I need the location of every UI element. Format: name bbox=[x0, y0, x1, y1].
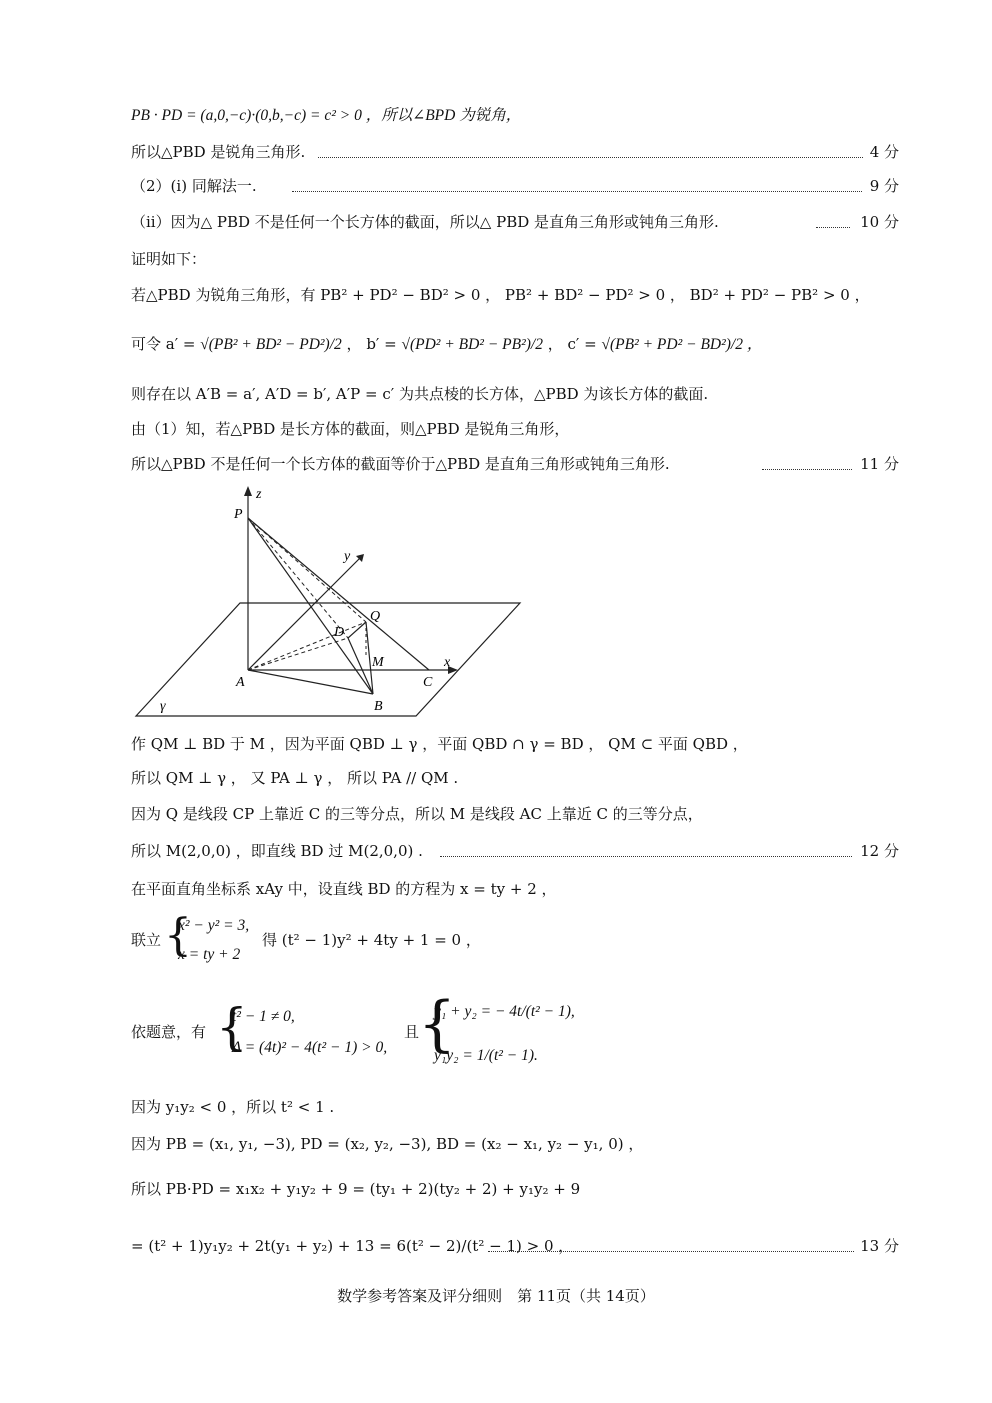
edge-AQ bbox=[248, 622, 366, 670]
edge-PB bbox=[248, 518, 373, 694]
line-part2-ii: （ii）因为△ PBD 不是任何一个长方体的截面，所以△ PBD 是直角三角形或钝角三角形. bbox=[131, 213, 719, 231]
label-B: B bbox=[374, 699, 383, 714]
line-conditions: 依题意，有 bbox=[131, 1023, 207, 1041]
line-perpendicular: 作 QM ⊥ BD 于 M ，因为平面 QBD ⊥ γ ，平面 QBD ∩ γ = BD ， QM ⊂ 平面 QBD ， bbox=[131, 735, 748, 753]
line-point-m: 所以 M(2,0,0) ，即直线 BD 过 M(2,0,0) . bbox=[131, 842, 423, 860]
line-proof: 证明如下： bbox=[131, 250, 207, 268]
brace-icon: { bbox=[418, 989, 457, 1059]
y-axis bbox=[248, 558, 360, 670]
edge-PC bbox=[248, 518, 429, 670]
score-13: 13 分 bbox=[860, 1237, 899, 1255]
plane-gamma bbox=[136, 603, 520, 716]
condition-eq-1: t² − 1 ≠ 0, bbox=[232, 1008, 295, 1025]
line-coordinate-system: 在平面直角坐标系 xAy 中，设直线 BD 的方程为 x = ty + 2 ， bbox=[131, 880, 557, 898]
label-A: A bbox=[236, 675, 245, 690]
root-b: √(PD² + BD² − PB²)/2 bbox=[401, 336, 543, 353]
line-let-abc: 可令 a′ = √(PB² + BD² − PD²)/2 ， b′ = √(PD² + BD² − PB²)/2 ， c′ = √(PB² + PD² − BD²)/2 ， bbox=[131, 335, 763, 353]
line-equivalent: 所以△PBD 不是任何一个长方体的截面等价于△PBD 是直角三角形或钝角三角形. bbox=[131, 455, 670, 473]
edge-AB bbox=[248, 670, 373, 694]
edge-BD bbox=[348, 638, 373, 694]
line-acute-condition: 若△PBD 为锐角三角形，有 PB² + PD² − BD² > 0 ， PB² + BD² − PD² > 0 ， BD² + PD² − PB² > 0 ， bbox=[131, 286, 870, 304]
z-arrow-icon bbox=[244, 486, 252, 496]
brace-icon: { bbox=[164, 910, 192, 961]
edge-QD bbox=[348, 622, 366, 638]
score-10: 10 分 bbox=[860, 213, 899, 231]
root-c: √(PB² + PD² − BD²)/2 ， bbox=[601, 336, 763, 353]
label-gamma: γ bbox=[160, 699, 166, 714]
geometry-figure bbox=[128, 482, 528, 722]
leader-dots bbox=[292, 177, 862, 192]
line-from-1: 由（1）知，若△PBD 是长方体的截面，则△PBD 是锐角三角形， bbox=[131, 420, 570, 438]
system-eq-2: x = ty + 2 bbox=[178, 946, 241, 963]
line-part2-i: （2）(i) 同解法一. bbox=[131, 177, 257, 195]
vieta-sum: y₁ + y₂ = − 4t/(t² − 1), bbox=[434, 1003, 575, 1020]
conjunction: 且 bbox=[404, 1023, 420, 1041]
line-parallel: 所以 QM ⊥ γ ， 又 PA ⊥ γ ， 所以 PA // QM . bbox=[131, 769, 459, 787]
label-M: M bbox=[372, 655, 384, 670]
label-D: D bbox=[334, 625, 345, 640]
line-trisection: 因为 Q 是线段 CP 上靠近 C 的三等分点，所以 M 是线段 AC 上靠近 C 的三等分点， bbox=[131, 805, 703, 823]
score-9: 9 分 bbox=[869, 177, 899, 195]
line-vectors: 因为 PB = (x₁, y₁, −3), PD = (x₂, y₂, −3), BD = (x₂ − x₁, y₂ − y₁, 0) ， bbox=[131, 1135, 644, 1153]
condition-eq-2: Δ = (4t)² − 4(t² − 1) > 0, bbox=[232, 1039, 388, 1056]
leader-dots bbox=[318, 143, 863, 158]
leader-dots bbox=[762, 455, 852, 470]
label-y: y bbox=[344, 549, 351, 564]
line-pb-pd-dot: PB · PD = (a,0,−c)·(0,b,−c) = c² > 0 ，所以∠BPD 为锐角， bbox=[131, 107, 522, 124]
leader-dots bbox=[816, 213, 850, 228]
line-t-range: 因为 y₁y₂ < 0 ，所以 t² < 1 . bbox=[131, 1098, 335, 1116]
vieta-product: y₁y₂ = 1/(t² − 1). bbox=[434, 1047, 538, 1064]
label-C: C bbox=[423, 675, 433, 690]
label-x: x bbox=[444, 655, 451, 670]
system-eq-1: x² − y² = 3, bbox=[178, 917, 250, 934]
line-simultaneous: 联立 bbox=[131, 931, 162, 949]
line-result: = (t² + 1)y₁y₂ + 2t(y₁ + y₂) + 13 = 6(t² − 2)/(t² − 1) > 0 ， bbox=[131, 1237, 574, 1255]
score-4: 4 分 bbox=[869, 143, 899, 161]
line-quadratic: 得 (t² − 1)y² + 4ty + 1 = 0 ， bbox=[262, 931, 481, 949]
brace-icon: { bbox=[216, 998, 248, 1056]
root-a: √(PB² + BD² − PD²)/2 bbox=[200, 336, 342, 353]
score-12: 12 分 bbox=[860, 842, 899, 860]
label-z: z bbox=[256, 487, 262, 502]
line-dot-product: 所以 PB·PD = x₁x₂ + y₁y₂ + 9 = (ty₁ + 2)(ty₂ + 2) + y₁y₂ + 9 bbox=[131, 1180, 581, 1198]
line-exists-cuboid: 则存在以 A′B = a′, A′D = b′, A′P = c′ 为共点棱的长方体，△PBD 为该长方体的截面. bbox=[131, 385, 709, 403]
line-acute-triangle: 所以△PBD 是锐角三角形. bbox=[131, 143, 306, 161]
score-11: 11 分 bbox=[860, 455, 899, 473]
page-footer: 数学参考答案及评分细则 第 11页（共 14页） bbox=[337, 1287, 655, 1305]
leader-dots bbox=[488, 1237, 854, 1252]
edge-AD bbox=[248, 638, 348, 670]
label-Q: Q bbox=[370, 609, 381, 624]
label-P: P bbox=[234, 507, 243, 522]
leader-dots bbox=[440, 842, 852, 857]
